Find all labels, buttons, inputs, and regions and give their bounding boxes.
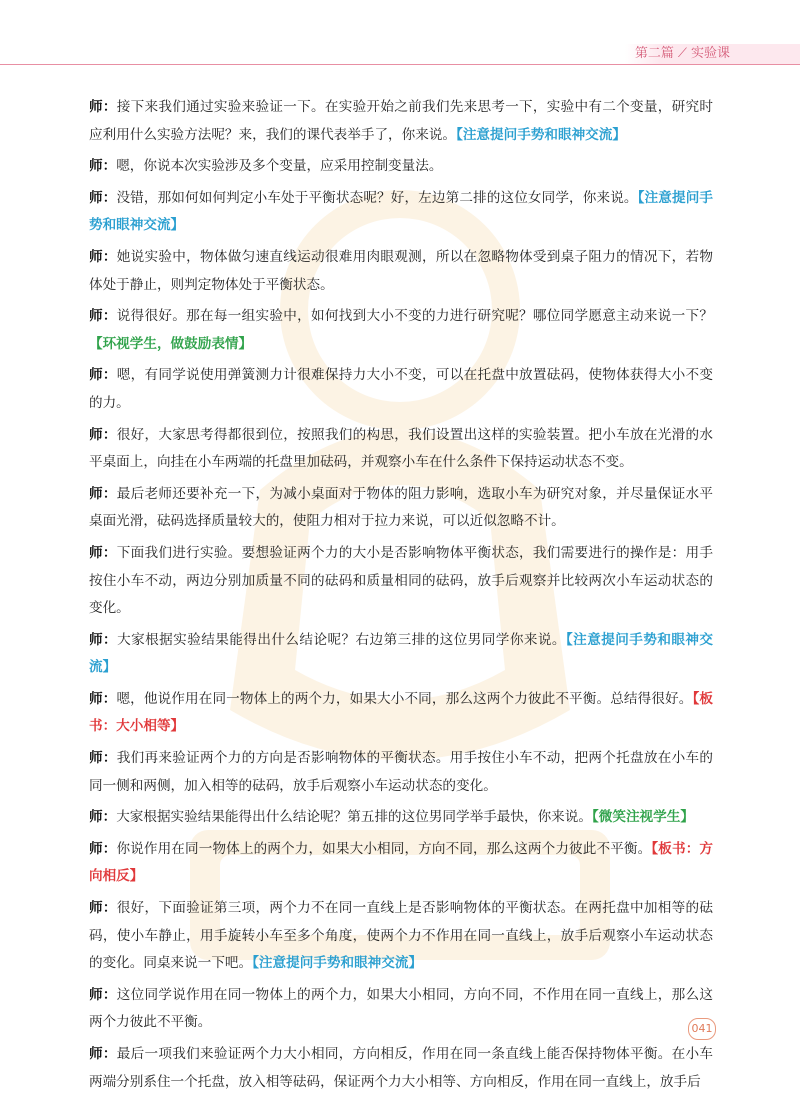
speaker-label: 师： (89, 544, 117, 561)
transcript-paragraph (89, 627, 713, 682)
section-label: 实验课 (690, 46, 730, 61)
teaching-note: 【板书：方向相反】 (89, 840, 713, 885)
paragraph-text: 我们再来验证两个力的方向是否影响物体的平衡状态。用手按住小车不动，把两个托盘放在小车的同一侧和两侧，加入相等的砝码，放手后观察小车运动状态的变化。 (89, 750, 714, 794)
part-label: 第二篇 (634, 46, 674, 61)
transcript-paragraph (89, 481, 713, 536)
section-tag (625, 44, 800, 64)
speaker-label: 师： (89, 840, 117, 857)
paragraph-text: 很好，大家思考得都很到位，按照我们的构思，我们设置出这样的实验装置。把小车放在光滑的水平桌面上，向挂在小车两端的托盘里加砝码，并观察小车在什么条件下保持运动状态不变。 (89, 426, 714, 471)
speaker-label: 师： (89, 426, 117, 443)
transcript-paragraph (89, 1041, 713, 1096)
paragraph-text: 最后老师还要补充一下，为减小桌面对于物体的阻力影响，选取小车为研究对象，并尽量保证水平桌面光滑，砝码选择质量较大的，使阻力相对于拉力来说，可以近似忽略不计。 (89, 485, 714, 530)
transcript-paragraph (89, 185, 713, 240)
teaching-note: 【注意提问手势和眼神交流】 (252, 955, 423, 972)
transcript-paragraph (89, 540, 713, 623)
teaching-note: 【微笑注视学生】 (591, 809, 694, 826)
teaching-note: 【环视学生，做鼓励表情】 (89, 335, 253, 352)
transcript-paragraph (89, 422, 713, 477)
paragraph-text: 嗯，你说本次实验涉及多个变量，应采用控制变量法。 (116, 158, 443, 175)
speaker-label: 师： (89, 158, 117, 175)
paragraph-text: 下面我们进行实验。要想验证两个力的大小是否影响物体平衡状态，我们需要进行的操作是：用手按住小车不动，两边分别加质量不同的砝码和质量相同的砝码，放手后观察并比较两次小车运动状态的变化。 (89, 544, 714, 617)
divider-slash-icon: ⟋ (677, 46, 687, 61)
header-rule (0, 64, 800, 65)
speaker-label: 师： (89, 248, 117, 265)
transcript-paragraph (89, 982, 713, 1037)
transcript-paragraph (89, 804, 713, 832)
transcript-paragraph (89, 895, 713, 978)
page-header (0, 0, 800, 66)
transcript-paragraph (89, 745, 713, 800)
transcript-paragraph (89, 303, 713, 358)
speaker-label: 师： (89, 99, 117, 115)
speaker-label: 师： (89, 1046, 117, 1062)
teaching-note: 【板书：大小相等】 (89, 690, 714, 735)
paragraph-text: 她说实验中，物体做匀速直线运动很难用肉眼观测，所以在忽略物体受到桌子阻力的情况下，若物体处于静止，则判定物体处于平衡状态。 (89, 248, 714, 293)
paragraph-text: 大家根据实验结果能得出什么结论呢？右边第三排的这位男同学你来说。 (117, 631, 566, 648)
speaker-label: 师： (89, 631, 118, 648)
speaker-label: 师： (89, 308, 117, 325)
speaker-label: 师： (89, 485, 117, 502)
paragraph-text: 你说作用在同一物体上的两个力，如果大小相同，方向不同，那么这两个力彼此不平衡。 (116, 840, 652, 857)
speaker-label: 师： (89, 986, 117, 1003)
transcript-paragraph (89, 244, 713, 299)
speaker-label: 师： (89, 900, 117, 917)
transcript-paragraph (89, 836, 713, 891)
lesson-transcript (89, 94, 713, 1100)
paragraph-text: 没错，那如何如何判定小车处于平衡状态呢？好，左边第二排的这位女同学，你来说。 (116, 189, 638, 206)
speaker-label: 师： (89, 189, 117, 206)
paragraph-text: 最后一项我们来验证两个力大小相同，方向相反，作用在同一条直线上能否保持物体平衡。在小车两端分别系住一个托盘，放入相等砝码，保证两个力大小相等、方向相反，作用在同一直线上，放手后 (89, 1046, 714, 1090)
teaching-note: 【注意提问手势和眼神交流】 (89, 189, 714, 234)
paragraph-text: 嗯，他说作用在同一物体上的两个力，如果大小不同，那么这两个力彼此不平衡。总结得很好。 (116, 690, 693, 707)
speaker-label: 师： (89, 809, 117, 826)
speaker-label: 师： (89, 367, 117, 384)
transcript-paragraph (89, 94, 713, 149)
transcript-paragraph (89, 362, 713, 417)
teaching-note: 【注意提问手势和眼神交流】 (456, 126, 626, 143)
speaker-label: 师： (89, 690, 117, 707)
transcript-paragraph (89, 153, 713, 181)
paragraph-text: 这位同学说作用在同一物体上的两个力，如果大小相同，方向不同，不作用在同一直线上，那么这两个力彼此不平衡。 (89, 986, 714, 1031)
teaching-note: 【注意提问手势和眼神交流】 (89, 631, 714, 676)
paragraph-text: 大家根据实验结果能得出什么结论呢？第五排的这位男同学举手最快，你来说。 (116, 809, 592, 826)
paragraph-text: 说得很好。那在每一组实验中，如何找到大小不变的力进行研究呢？哪位同学愿意主动来说一下？ (116, 308, 714, 325)
paragraph-text: 接下来我们通过实验来验证一下。在实验开始之前我们先来思考一下，实验中有二个变量，研究时应利用什么实验方法呢？来，我们的课代表举手了，你来说。 (89, 99, 714, 143)
transcript-paragraph (89, 686, 713, 741)
speaker-label: 师： (89, 750, 117, 767)
paragraph-text: 嗯，有同学说使用弹簧测力计很难保持力大小不变，可以在托盘中放置砝码，使物体获得大小不变的力。 (89, 367, 714, 411)
page-number: 041 (688, 1018, 716, 1040)
paragraph-text: 很好，下面验证第三项，两个力不在同一直线上是否影响物体的平衡状态。在两托盘中加相等的砝码，使小车静止，用手旋转小车至多个角度，使两个力不作用在同一直线上，放手后观察小车运动状态的变化。同桌来说一下吧。 (89, 900, 714, 972)
